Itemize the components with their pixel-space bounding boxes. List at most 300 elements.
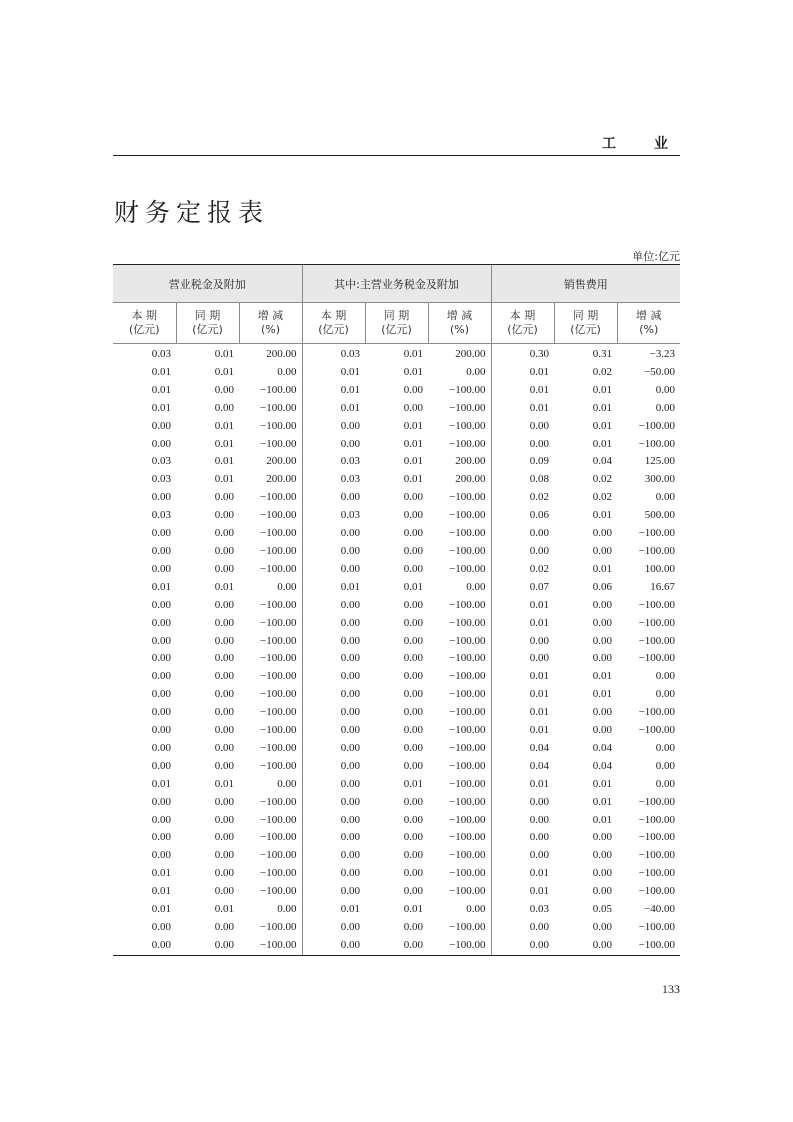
table-cell: 0.01 — [403, 473, 423, 486]
table-cell: 200.00 — [266, 348, 297, 360]
column-header — [554, 303, 617, 344]
table-cell: 0.00 — [403, 706, 423, 719]
table-cell: 0.01 — [302, 400, 365, 418]
table-cell: 0.00 — [302, 758, 365, 776]
financial-table — [113, 264, 680, 956]
table-cell: 0.00 — [592, 706, 613, 719]
table-cell: 0.00 — [277, 365, 297, 378]
table-cell: −100.00 — [449, 885, 486, 898]
table-cell: −100.00 — [239, 937, 302, 955]
table-cell: 0.00 — [151, 849, 171, 862]
table-cell: 0.01 — [491, 400, 554, 418]
table-cell: 0.01 — [491, 668, 554, 686]
table-cell: −100.00 — [638, 634, 676, 647]
table-cell: 0.00 — [214, 652, 234, 665]
table-cell: −100.00 — [449, 634, 486, 647]
table-cell: 0.00 — [655, 688, 676, 701]
table-cell: 0.02 — [592, 473, 613, 486]
table-cell: −100.00 — [260, 724, 297, 737]
table-cell: 0.00 — [151, 706, 171, 719]
table-cell: 0.00 — [403, 795, 423, 808]
group-header: 其中:主营业务税金及附加 — [302, 265, 491, 303]
table-cell: 0.00 — [214, 706, 234, 719]
table-cell: −100.00 — [638, 867, 676, 880]
table-row — [113, 883, 680, 901]
table-cell: 0.00 — [151, 598, 171, 611]
table-cell: 0.00 — [214, 849, 234, 862]
table-cell: −100.00 — [260, 867, 297, 880]
table-cell: 0.00 — [491, 525, 554, 543]
table-cell: 0.00 — [403, 670, 423, 683]
table-row — [113, 758, 680, 776]
column-header — [428, 303, 491, 344]
table-cell: 0.01 — [214, 365, 234, 378]
table-cell: 0.01 — [491, 382, 554, 400]
table-cell: 0.06 — [491, 507, 554, 525]
column-header-label: 本 期 — [509, 309, 536, 322]
table-cell: 0.00 — [466, 580, 486, 593]
table-cell: −100.00 — [449, 616, 486, 629]
table-cell: 0.01 — [403, 437, 423, 450]
table-cell: 0.01 — [592, 688, 613, 701]
table-cell: 0.00 — [214, 634, 234, 647]
table-cell: 0.00 — [214, 885, 234, 898]
table-cell: −100.00 — [449, 670, 486, 683]
table-cell: 0.01 — [403, 348, 423, 360]
table-cell: 0.03 — [151, 348, 171, 360]
table-cell: 0.00 — [592, 724, 613, 737]
table-cell: 0.00 — [151, 419, 171, 432]
table-cell: 0.00 — [214, 724, 234, 737]
table-cell: 200.00 — [455, 455, 486, 468]
table-cell: 0.00 — [302, 740, 365, 758]
table-cell: 0.00 — [302, 829, 365, 847]
table-cell: 0.30 — [491, 344, 554, 364]
table-cell: 200.00 — [455, 348, 486, 360]
table-cell: 100.00 — [644, 562, 676, 575]
table-cell: 0.00 — [214, 598, 234, 611]
table-cell: 0.00 — [277, 777, 297, 790]
table-cell: 0.00 — [302, 597, 365, 615]
table-cell: 0.00 — [592, 544, 613, 557]
column-header-unit: (%) — [449, 323, 470, 336]
table-cell: 0.00 — [466, 903, 486, 916]
top-rule — [113, 155, 680, 156]
table-cell: 0.00 — [176, 937, 239, 955]
table-cell: −100.00 — [260, 885, 297, 898]
table-row — [113, 597, 680, 615]
table-cell: 0.00 — [214, 562, 234, 575]
table-cell: 0.01 — [491, 865, 554, 883]
table-cell: 0.04 — [491, 740, 554, 758]
table-cell: 0.00 — [403, 527, 423, 540]
table-cell: −100.00 — [449, 724, 486, 737]
column-header-unit: (%) — [639, 323, 659, 336]
table-cell: −100.00 — [449, 777, 486, 790]
table-row — [113, 561, 680, 579]
table-row — [113, 579, 680, 597]
column-header — [302, 303, 365, 344]
table-cell: 0.01 — [491, 883, 554, 901]
column-header-unit: (亿元) — [318, 323, 349, 336]
table-cell: 0.00 — [302, 525, 365, 543]
table-cell: −100.00 — [260, 741, 297, 754]
table-cell: 0.01 — [214, 348, 234, 360]
column-header-unit: (亿元) — [570, 323, 601, 336]
table-cell: 0.00 — [302, 919, 365, 937]
table-cell: 0.00 — [403, 401, 423, 414]
table-cell: 0.00 — [214, 509, 234, 522]
table-cell: −100.00 — [638, 795, 676, 808]
table-cell: 0.00 — [403, 509, 423, 522]
table-cell: 0.00 — [214, 670, 234, 683]
table-row — [113, 471, 680, 489]
table-cell: −100.00 — [449, 688, 486, 701]
table-cell: −100.00 — [260, 634, 297, 647]
table-cell: 0.01 — [403, 419, 423, 432]
table-row — [113, 489, 680, 507]
table-cell: 0.00 — [403, 759, 423, 772]
table-cell: 0.00 — [302, 865, 365, 883]
table-row — [113, 740, 680, 758]
column-header-label: 同 期 — [194, 309, 221, 322]
table-cell: −100.00 — [260, 921, 297, 933]
table-cell: 0.01 — [151, 903, 171, 916]
table-cell: 0.01 — [592, 509, 613, 522]
table-cell: 0.00 — [403, 849, 423, 862]
page-title: 财务定报表 — [114, 198, 270, 227]
table-cell: 0.01 — [403, 903, 423, 916]
table-cell: 0.01 — [214, 455, 234, 468]
table-cell: −100.00 — [260, 688, 297, 701]
table-row — [113, 686, 680, 704]
table-cell: 0.03 — [151, 455, 171, 468]
table-cell: 0.02 — [491, 561, 554, 579]
table-cell: 0.00 — [151, 795, 171, 808]
table-cell: 0.01 — [214, 473, 234, 486]
table-cell: 200.00 — [455, 473, 486, 486]
table-cell: 0.00 — [554, 937, 617, 955]
table-cell: 0.00 — [302, 776, 365, 794]
table-cell: 16.67 — [650, 580, 676, 593]
table-cell: 0.00 — [151, 741, 171, 754]
table-cell: 0.03 — [302, 344, 365, 364]
table-cell: 0.01 — [592, 670, 613, 683]
table-cell: 0.01 — [491, 776, 554, 794]
table-cell: −100.00 — [638, 616, 676, 629]
table-cell: 0.00 — [403, 688, 423, 701]
table-cell: 0.01 — [151, 867, 171, 880]
table-cell: 0.00 — [403, 724, 423, 737]
table-cell: 0.00 — [302, 633, 365, 651]
table-row — [113, 919, 680, 937]
table-cell: 0.01 — [214, 437, 234, 450]
table-cell: 0.06 — [592, 580, 613, 593]
table-cell: −100.00 — [260, 849, 297, 862]
table-cell: 0.00 — [214, 688, 234, 701]
column-header-unit: (亿元) — [507, 323, 538, 336]
column-header — [365, 303, 428, 344]
table-cell: 0.01 — [592, 777, 613, 790]
table-cell: 0.00 — [302, 615, 365, 633]
table-cell: −100.00 — [449, 652, 486, 665]
table-cell: 0.01 — [403, 365, 423, 378]
table-cell: 0.01 — [491, 364, 554, 382]
table-cell: −100.00 — [260, 706, 297, 719]
table-cell: 0.00 — [302, 543, 365, 561]
table-cell: 0.01 — [151, 885, 171, 898]
table-cell: −100.00 — [449, 741, 486, 754]
table-row — [113, 525, 680, 543]
table-cell: 0.00 — [491, 650, 554, 668]
table-cell: 0.00 — [491, 937, 554, 955]
table-cell: 0.01 — [151, 580, 171, 593]
column-header — [113, 303, 176, 344]
table-cell: 0.00 — [403, 867, 423, 880]
table-cell: 0.03 — [151, 473, 171, 486]
table-cell: 0.00 — [151, 759, 171, 772]
table-cell: 0.00 — [214, 527, 234, 540]
table-cell: −100.00 — [449, 795, 486, 808]
table-cell: 0.00 — [403, 544, 423, 557]
table-cell: 0.03 — [302, 453, 365, 471]
table-cell: −100.00 — [260, 831, 297, 844]
table-cell: 0.00 — [214, 401, 234, 414]
table-cell: −100.00 — [260, 795, 297, 808]
table-cell: 0.31 — [592, 348, 613, 360]
table-cell: 0.00 — [302, 722, 365, 740]
column-header-label: 本 期 — [131, 309, 157, 322]
table-cell: 0.00 — [151, 670, 171, 683]
table-cell: −100.00 — [260, 383, 297, 396]
table-cell: −100.00 — [449, 437, 486, 450]
table-row — [113, 453, 680, 471]
table-cell: 0.00 — [403, 831, 423, 844]
table-cell: 0.00 — [151, 616, 171, 629]
table-cell: 0.00 — [403, 652, 423, 665]
table-cell: 0.00 — [655, 741, 676, 754]
page-number: 133 — [662, 982, 680, 996]
table-cell: 0.05 — [592, 903, 613, 916]
column-header-label: 同 期 — [383, 309, 410, 322]
table-cell: 0.01 — [151, 365, 171, 378]
table-cell: 0.00 — [655, 383, 676, 396]
table-cell: 0.01 — [214, 580, 234, 593]
table-cell: 0.02 — [491, 489, 554, 507]
table-row — [113, 507, 680, 525]
table-cell: 0.00 — [403, 491, 423, 504]
group-header-row — [113, 265, 680, 303]
table-cell: 0.00 — [151, 491, 171, 504]
table-cell: 0.00 — [214, 831, 234, 844]
table-cell: 300.00 — [644, 473, 676, 486]
table-cell: 0.00 — [302, 489, 365, 507]
table-cell: 0.01 — [214, 777, 234, 790]
table-cell: 0.00 — [655, 491, 676, 504]
table-cell: 0.00 — [655, 401, 676, 414]
table-cell: −100.00 — [260, 652, 297, 665]
table-row — [113, 722, 680, 740]
column-header-label: 增 减 — [446, 309, 473, 322]
table-cell: 0.00 — [151, 688, 171, 701]
table-cell: 0.00 — [302, 686, 365, 704]
column-header — [176, 303, 239, 344]
table-cell: 0.04 — [592, 759, 613, 772]
table-cell: −100.00 — [449, 849, 486, 862]
table-cell: −100.00 — [638, 849, 676, 862]
table-row — [113, 436, 680, 454]
column-header-unit: (亿元) — [192, 323, 223, 336]
table-cell: −100.00 — [638, 419, 676, 432]
table-row — [113, 829, 680, 847]
table-cell: 0.01 — [302, 901, 365, 919]
table-row — [113, 633, 680, 651]
table-row — [113, 776, 680, 794]
table-cell: 0.01 — [592, 383, 613, 396]
table-cell: 0.00 — [403, 383, 423, 396]
table-cell: 0.00 — [491, 633, 554, 651]
table-cell: 0.00 — [592, 885, 613, 898]
table-cell: −40.00 — [644, 903, 676, 916]
table-cell: 0.00 — [403, 616, 423, 629]
table-cell: 0.00 — [655, 670, 676, 683]
table-cell: 0.00 — [302, 847, 365, 865]
table-cell: −100.00 — [260, 437, 297, 450]
table-cell: −50.00 — [644, 365, 676, 378]
table-row — [113, 901, 680, 919]
table-cell: 0.07 — [491, 579, 554, 597]
table-cell: −100.00 — [260, 598, 297, 611]
table-cell: −100.00 — [638, 921, 676, 933]
table-cell: 0.03 — [302, 471, 365, 489]
table-row — [113, 364, 680, 382]
table-cell: 0.01 — [302, 579, 365, 597]
table-cell: 0.00 — [592, 598, 613, 611]
table-cell: 0.00 — [302, 561, 365, 579]
table-cell: 0.00 — [491, 794, 554, 812]
table-cell: 0.00 — [277, 580, 297, 593]
table-cell: 0.00 — [151, 921, 171, 933]
table-cell: −100.00 — [260, 813, 297, 826]
table-cell: 0.00 — [302, 883, 365, 901]
table-cell: 0.00 — [592, 652, 613, 665]
table-cell: 0.00 — [491, 847, 554, 865]
table-cell: 0.01 — [214, 903, 234, 916]
table-cell: 200.00 — [266, 473, 297, 486]
table-cell: −100.00 — [449, 491, 486, 504]
table-cell: 0.00 — [302, 418, 365, 436]
table-cell: −100.00 — [638, 831, 676, 844]
table-row — [113, 543, 680, 561]
table-cell: 0.00 — [214, 544, 234, 557]
group-header: 销售费用 — [491, 265, 680, 303]
table-row — [113, 344, 680, 364]
table-cell: 0.00 — [214, 383, 234, 396]
table-cell: 0.00 — [491, 543, 554, 561]
column-header-unit: (%) — [260, 323, 281, 336]
table-cell: −100.00 — [260, 616, 297, 629]
table-cell: 0.01 — [302, 382, 365, 400]
table-cell: 0.01 — [151, 777, 171, 790]
table-cell: 0.00 — [302, 650, 365, 668]
table-cell: 0.00 — [214, 813, 234, 826]
table-cell: 0.00 — [214, 759, 234, 772]
table-cell: 0.00 — [277, 903, 297, 916]
table-cell: 0.00 — [403, 741, 423, 754]
table-cell: 0.00 — [592, 527, 613, 540]
group-header: 营业税金及附加 — [113, 265, 302, 303]
table-cell: 0.00 — [113, 937, 176, 955]
table-row — [113, 847, 680, 865]
table-cell: −100.00 — [260, 562, 297, 575]
table-row — [113, 382, 680, 400]
table-cell: 500.00 — [644, 509, 676, 522]
table-cell: 0.00 — [403, 634, 423, 647]
table-cell: 0.00 — [302, 937, 365, 955]
table-cell: 0.00 — [151, 527, 171, 540]
column-header-label: 本 期 — [320, 309, 347, 322]
column-header-label: 增 减 — [636, 309, 662, 322]
table-cell: 0.01 — [592, 795, 613, 808]
table-cell: −100.00 — [260, 527, 297, 540]
table-cell: −100.00 — [260, 509, 297, 522]
table-cell: 0.01 — [491, 686, 554, 704]
table-cell: 0.00 — [491, 436, 554, 454]
table-cell: −100.00 — [449, 759, 486, 772]
table-cell: 0.00 — [466, 365, 486, 378]
table-cell: 0.00 — [151, 724, 171, 737]
table-cell: −100.00 — [638, 885, 676, 898]
table-cell: 0.00 — [302, 704, 365, 722]
table-cell: 0.00 — [592, 831, 613, 844]
table-cell: 0.00 — [151, 634, 171, 647]
table-cell: −100.00 — [260, 759, 297, 772]
table-cell: 0.01 — [403, 580, 423, 593]
table-cell: −3.23 — [649, 348, 676, 360]
table-cell: 0.04 — [491, 758, 554, 776]
table-cell: 0.04 — [592, 455, 613, 468]
table-cell: 0.01 — [403, 777, 423, 790]
column-header-unit: (亿元) — [128, 323, 160, 336]
table-cell: 0.01 — [491, 722, 554, 740]
table-cell: 0.01 — [491, 597, 554, 615]
table-cell: 0.00 — [592, 921, 613, 933]
column-header-unit: (亿元) — [381, 323, 412, 336]
table-cell: −100.00 — [638, 437, 676, 450]
table-cell: −100.00 — [638, 813, 676, 826]
table-cell: 0.00 — [592, 849, 613, 862]
table-cell: 0.00 — [403, 885, 423, 898]
table-cell: 0.00 — [151, 831, 171, 844]
table-cell: −100.00 — [449, 921, 486, 933]
table-cell: 0.00 — [302, 812, 365, 830]
table-cell: −100.00 — [260, 401, 297, 414]
table-cell: 0.00 — [151, 437, 171, 450]
column-header-label: 增 减 — [257, 309, 284, 322]
table-cell: 125.00 — [644, 455, 676, 468]
table-cell: 0.09 — [491, 453, 554, 471]
table-cell: −100.00 — [449, 509, 486, 522]
table-cell: 0.04 — [592, 741, 613, 754]
table-cell: 0.00 — [302, 436, 365, 454]
table-cell: −100.00 — [449, 562, 486, 575]
table-cell: −100.00 — [260, 544, 297, 557]
table-cell: 0.00 — [151, 544, 171, 557]
table-cell: −100.00 — [449, 383, 486, 396]
table-cell: 0.00 — [151, 652, 171, 665]
table-cell: −100.00 — [260, 670, 297, 683]
table-row — [113, 704, 680, 722]
